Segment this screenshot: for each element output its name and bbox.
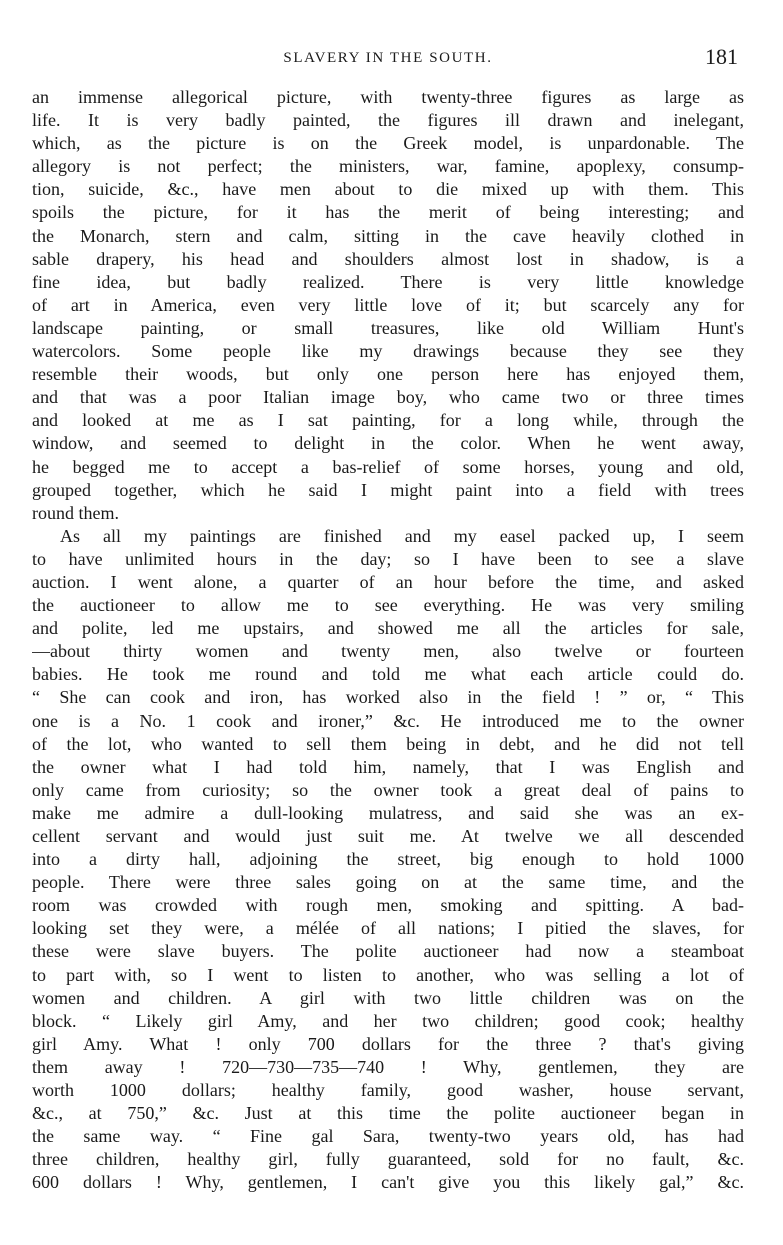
text-line: and polite, led me upstairs, and showed me all the articles for sale, — [32, 618, 744, 639]
text-line: and that was a poor Italian image boy, who came two or three times — [32, 387, 744, 408]
text-line: life. It is very badly painted, the figures ill drawn and inelegant, — [32, 110, 744, 131]
page-number: 181 — [705, 44, 738, 69]
text-line: girl Amy. What ! only 700 dollars for the three ? that's giving — [32, 1033, 744, 1054]
text-line: worth 1000 dollars; healthy family, good washer, house servant, — [32, 1080, 744, 1101]
text-line: landscape painting, or small treasures, like old William Hunt's — [32, 317, 744, 338]
text-line: the auctioneer to allow me to see everything. He was very smiling — [32, 595, 744, 616]
text-line: he begged me to accept a bas-relief of some horses, young and old, — [32, 456, 744, 477]
text-line: spoils the picture, for it has the merit of being interesting; and — [32, 202, 744, 223]
text-line: watercolors. Some people like my drawings because they see they — [32, 341, 744, 362]
text-line: to have unlimited hours in the day; so I have been to see a slave — [32, 548, 744, 569]
text-line: resemble their woods, but only one person here has enjoyed them, — [32, 364, 744, 385]
text-line: sable drapery, his head and shoulders almost lost in shadow, is a — [32, 248, 744, 269]
text-line: the same way. “ Fine gal Sara, twenty-two years old, has had — [32, 1126, 744, 1147]
text-line: these were slave buyers. The polite auctioneer had now a steamboat — [32, 941, 744, 962]
text-line: only came from curiosity; so the owner took a great deal of pains to — [32, 779, 744, 800]
text-line: auction. I went alone, a quarter of an hour before the time, and asked — [32, 571, 744, 592]
text-line: looking set they were, a mélée of all nations; I pitied the slaves, for — [32, 918, 744, 939]
text-line: of art in America, even very little love of it; but scarcely any for — [32, 294, 744, 315]
text-line: make me admire a dull-looking mulatress, and said she was an ex- — [32, 802, 744, 823]
book-page — [32, 40, 744, 1195]
text-line: —about thirty women and twenty men, also twelve or fourteen — [32, 641, 744, 662]
text-line: round them. — [32, 502, 119, 523]
text-line: block. “ Likely girl Amy, and her two children; good cook; healthy — [32, 1010, 744, 1031]
text-line: three children, healthy girl, fully guaranteed, sold for no fault, &c. — [32, 1149, 744, 1170]
text-line: “ She can cook and iron, has worked also in the field ! ” or, “ This — [32, 687, 744, 708]
text-line: tion, suicide, &c., have men about to die mixed up with them. This — [32, 179, 744, 200]
text-line: babies. He took me round and told me what each article could do. — [32, 664, 744, 685]
text-line: window, and seemed to delight in the color. When he went away, — [32, 433, 744, 454]
text-line: the owner what I had told him, namely, that I was English and — [32, 756, 744, 777]
running-head: SLAVERY IN THE SOUTH. — [283, 50, 493, 66]
text-line: people. There were three sales going on at the same time, and the — [32, 872, 744, 893]
text-line: women and children. A girl with two little children was on the — [32, 987, 744, 1008]
text-line: of the lot, who wanted to sell them being in debt, and he did not tell — [32, 733, 744, 754]
text-line: &c., at 750,” &c. Just at this time the polite auctioneer began in — [32, 1103, 744, 1124]
text-line: one is a No. 1 cook and ironer,” &c. He introduced me to the owner — [32, 710, 744, 731]
text-line: an immense allegorical picture, with twenty-three figures as large as — [32, 87, 744, 107]
text-line: into a dirty hall, adjoining the street, big enough to hold 1000 — [32, 849, 744, 870]
text-line: grouped together, which he said I might paint into a field with trees — [32, 479, 744, 500]
text-line: them away ! 720—730—735—740 ! Why, gentlemen, they are — [32, 1056, 744, 1077]
text-line: 600 dollars ! Why, gentlemen, I can't give you this likely gal,” &c. — [32, 1172, 744, 1193]
body-text — [32, 86, 744, 1195]
text-line: room was crowded with rough men, smoking and spitting. A bad- — [32, 895, 744, 916]
text-line: to part with, so I went to listen to another, who was selling a lot of — [32, 964, 744, 985]
text-line: the Monarch, stern and calm, sitting in the cave heavily clothed in — [32, 225, 744, 246]
text-line: allegory is not perfect; the ministers, war, famine, apoplexy, consump- — [32, 156, 744, 177]
text-line: and looked at me as I sat painting, for a long while, through the — [32, 410, 744, 431]
text-line: fine idea, but badly realized. There is very little knowledge — [32, 271, 744, 292]
text-line: which, as the picture is on the Greek model, is unpardonable. The — [32, 133, 744, 154]
page-header — [32, 40, 744, 80]
text-line: cellent servant and would just suit me. At twelve we all descended — [32, 826, 744, 846]
text-line: As all my paintings are finished and my easel packed up, I seem — [60, 525, 744, 546]
